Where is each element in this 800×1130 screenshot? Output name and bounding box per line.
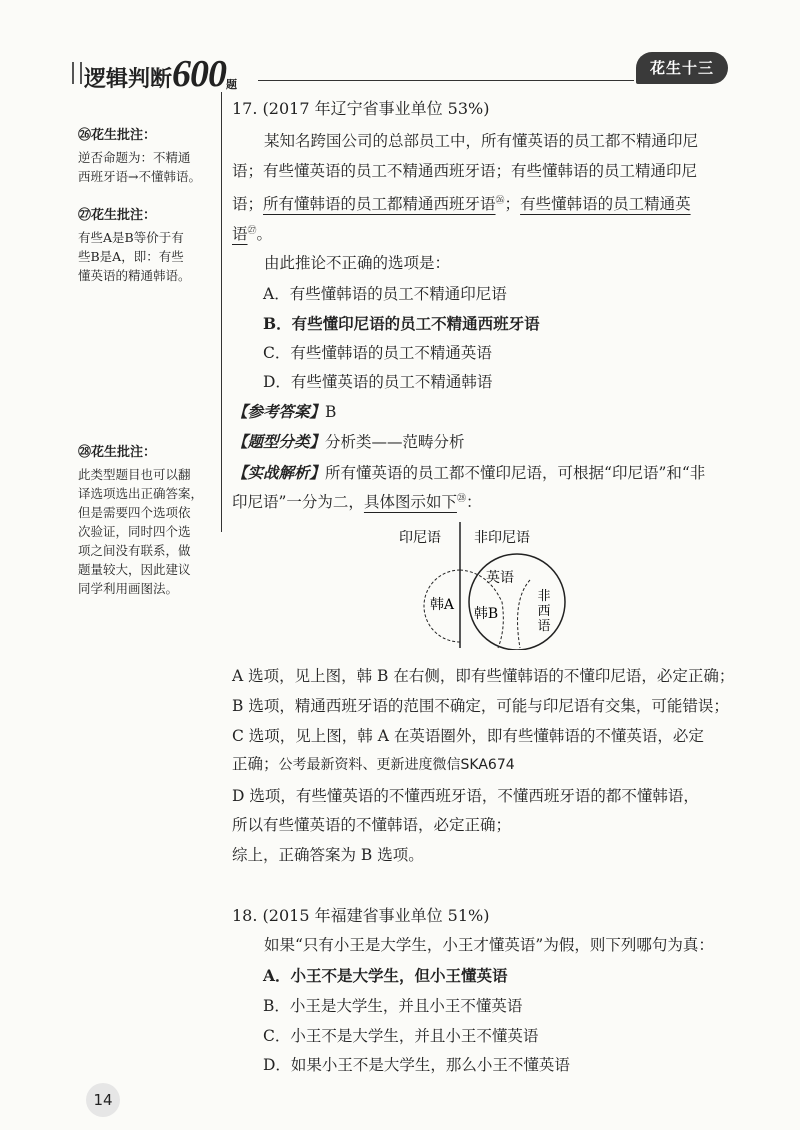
explain-line: A 选项，见上图，韩 B 在右侧，即有些懂韩语的不懂印尼语，必定正确； — [232, 667, 735, 685]
label-non-spanish: 语 — [537, 619, 551, 634]
header-rule — [258, 80, 634, 81]
q18-stem: 如果“只有小王是大学生，小王才懂英语”为假，则下列哪句为真： — [264, 936, 714, 954]
label-indonesian: 印尼语 — [399, 530, 441, 546]
underlined-premise: 有些懂韩语的员工精通英 — [520, 195, 691, 214]
label-korean-b: 韩B — [473, 606, 499, 622]
explain-line: D 选项，有些懂英语的不懂西班牙语，不懂西班牙语的都不懂韩语， — [232, 787, 699, 805]
label-korean-a: 韩A — [429, 597, 455, 613]
q18-option-d: D．如果小王不是大学生，那么小王不懂英语 — [263, 1056, 570, 1074]
question-type: 【题型分类】分析类——范畴分析 — [232, 433, 465, 451]
side-note-26: ㉖花生批注： 逆否命题为：不精通 西班牙语→不懂韩语。 — [78, 128, 201, 184]
label-non-indonesian: 非印尼语 — [474, 530, 530, 546]
q17-option-b: B．有些懂印尼语的员工不精通西班牙语 — [263, 314, 540, 333]
side-note-27: ㉗花生批注： 有些A是B等价于有 些B是A，即：有些 懂英语的精通韩语。 — [78, 208, 191, 283]
q17-stem-line: 语；所有懂韩语的员工都精通西班牙语$^㉖$；有些懂韩语的员工精通英 — [232, 195, 691, 214]
non-spanish-boundary — [518, 580, 530, 648]
q17-stem-line: 语；有些懂英语的员工不精通西班牙语；有些懂韩语的员工精通印尼 — [232, 162, 698, 180]
q17-stem-line: 语$^㉗$。 — [232, 225, 273, 244]
q17-stem-line: 某知名跨国公司的总部员工中，所有懂英语的员工都不精通印尼 — [264, 132, 699, 150]
q18-option-a: A．小王不是大学生，但小王懂英语 — [263, 966, 508, 985]
q18-option-b: B．小王是大学生，并且小王不懂英语 — [263, 997, 523, 1015]
question-18-header: 18. (2015 年福建省事业单位 51%) — [232, 906, 490, 925]
label-non-spanish: 西 — [537, 604, 551, 619]
explain-line: C 选项，见上图，韩 A 在英语圈外，即有些懂韩语的不懂英语，必定 — [232, 727, 704, 745]
english-circle — [469, 554, 565, 650]
watermark-text: 公考最新资料、更新进度微信SKA674 — [278, 757, 515, 773]
question-17-header: 17. (2017 年辽宁省事业单位 53%) — [232, 99, 490, 118]
q17-question: 由此推论不正确的选项是： — [264, 254, 451, 272]
q17-option-a: A．有些懂韩语的员工不精通印尼语 — [263, 285, 507, 303]
explain-line: 正确；公考最新资料、更新进度微信SKA674 — [232, 755, 515, 773]
side-note-28: ㉘花生批注： 此类型题目也可以翻 译选项选出正确答案， 但是需要四个选项依 次验证，同时四个选 项之间没有联系，做 题量较大，因此建议 同学利用画图法。 — [78, 445, 204, 596]
analysis-line: 印尼语”一分为二，具体图示如下$^㉘$： — [232, 493, 482, 511]
q17-option-d: D．有些懂英语的员工不精通韩语 — [263, 373, 493, 391]
label-non-spanish: 非 — [537, 589, 551, 604]
explain-line: 所以有些懂英语的不懂韩语，必定正确； — [232, 816, 512, 834]
brand-logo: 花生十三 — [636, 52, 728, 84]
reference-answer: 【参考答案】B — [232, 403, 337, 421]
underlined-premise: 所有懂韩语的员工都精通西班牙语 — [263, 195, 496, 214]
q17-option-c: C．有些懂韩语的员工不精通英语 — [263, 344, 492, 362]
header-decoration — [72, 62, 82, 84]
page-number: 14 — [86, 1083, 120, 1117]
analysis-line: 【实战解析】所有懂英语的员工都不懂印尼语，可根据“印尼语”和“非 — [232, 464, 706, 482]
book-title: 逻辑判断600题 — [84, 53, 238, 95]
category-diagram — [380, 520, 580, 650]
explain-line: 综上，正确答案为 B 选项。 — [232, 846, 424, 864]
explain-line: B 选项，精通西班牙语的范围不确定，可能与印尼语有交集，可能错误； — [232, 697, 729, 715]
margin-divider — [221, 92, 222, 532]
label-english: 英语 — [486, 570, 514, 586]
q18-option-c: C．小王不是大学生，并且小王不懂英语 — [263, 1027, 539, 1045]
